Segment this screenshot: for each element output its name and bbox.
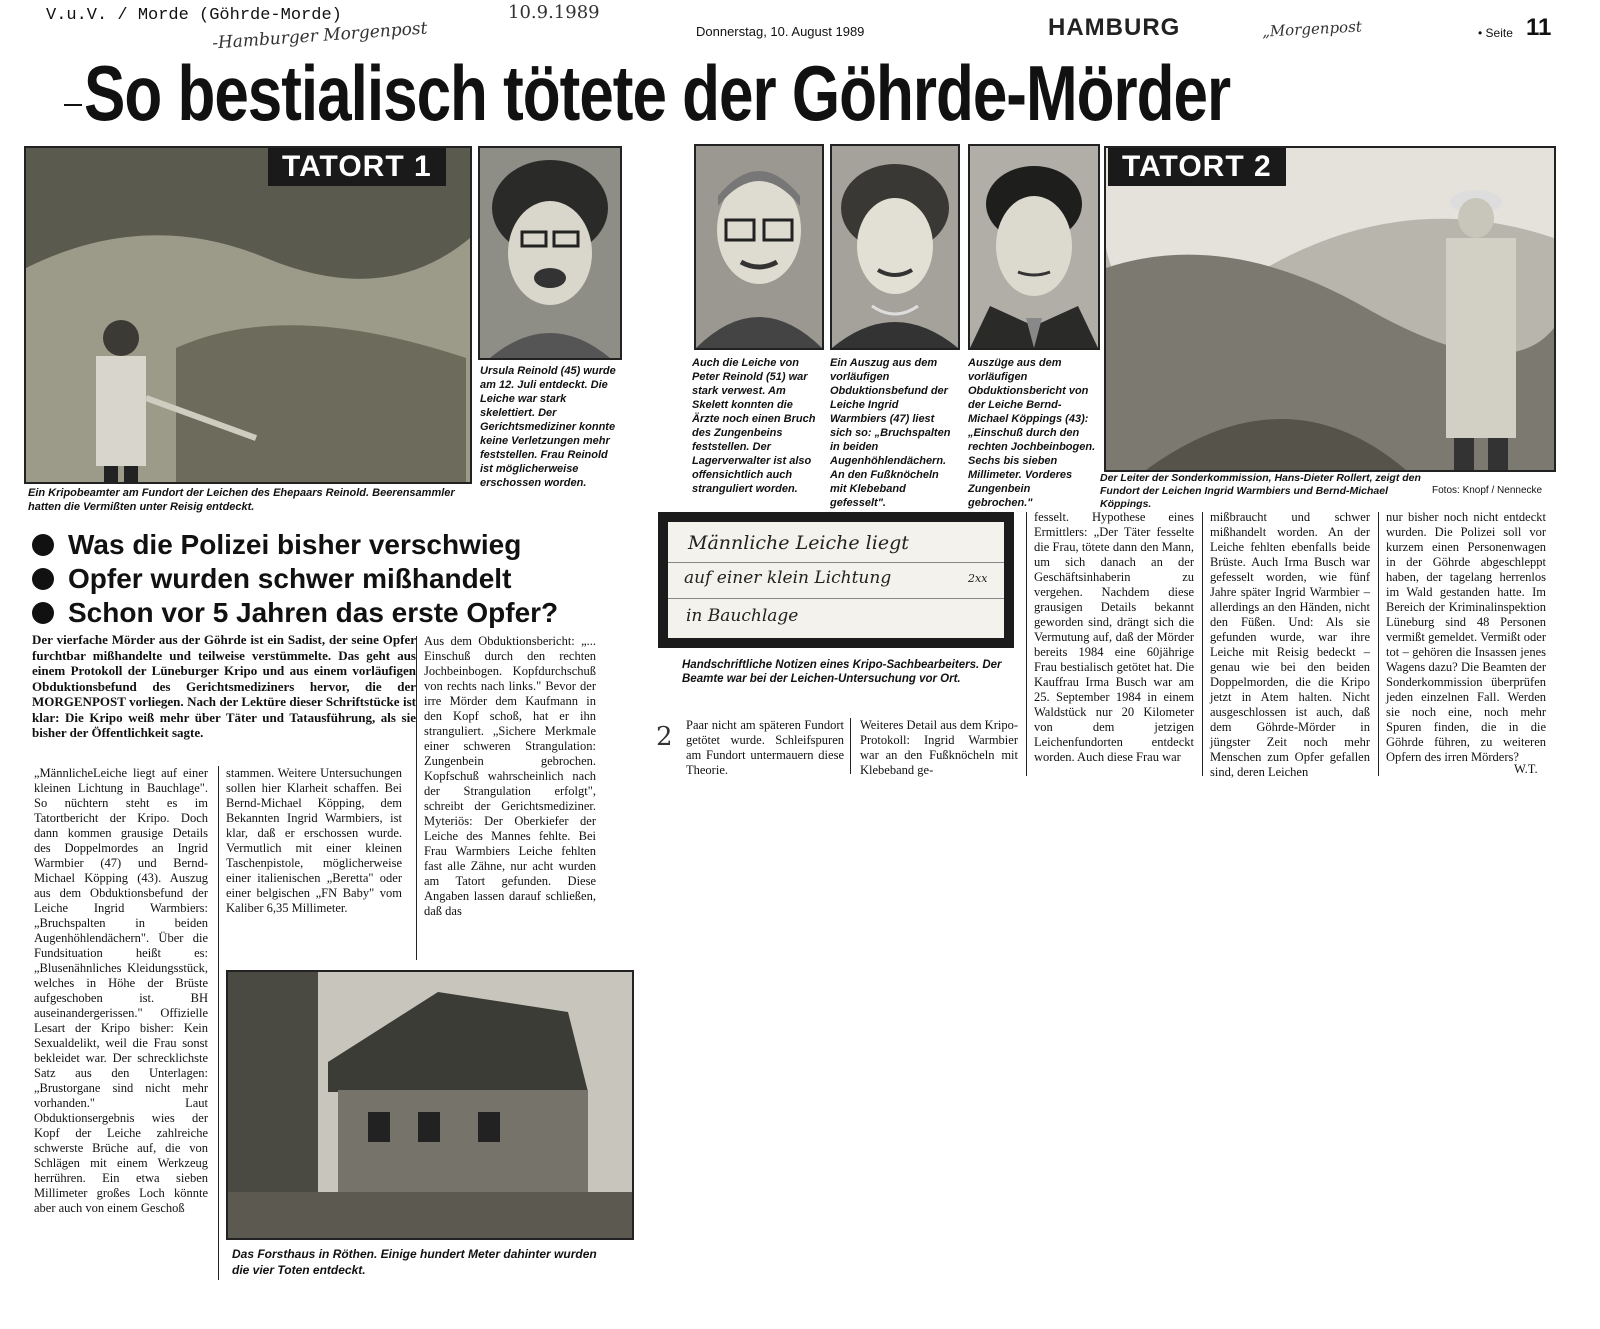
peter-caption: Auch die Leiche von Peter Reinold (51) war stark verwest. Am Skelett konnten die Ärzte noch einen Bruch des Zungenbeins feststellen. Der Lagerverwalter ist also offensichtlich auch stranguliert worden. [692,357,816,495]
article-lead: Der vierfache Mörder aus der Göhrde ist ein Sadist, der seine Opfer furchtbar mißhandelte und teilweise verstümmelte. Das geht aus einem Protokoll der Lüneburger Kripo und aus einem vorläufigen Obduktionsbefund des Gerichtsmediziners hervor, die der MORGENPOST vorliegen. Nach der Lektüre dieser Schriftstücke ist klar: Die Kripo weiß mehr über Täter und Tatausführung, als sie bisher der Öffentlichkeit sagte. [32,632,416,740]
bullet-item: Was die Polizei bisher verschwieg [32,528,558,562]
tatort1-photo [24,146,472,484]
ingrid-caption: Ein Auszug aus dem vorläufigen Obduktionsbefund der Leiche Ingrid Warmbiers (47) liest sich so: „Bruchspalten in beiden Augenhöhlendächern. An den Fußknöcheln mit Klebeband gefesselt". [830,357,951,509]
note-side: 2xx [968,572,988,585]
article-col-7: mißbraucht und schwer mißhandelt worden. An der Leiche fehlten ebenfalls beide Brüste. Auch Irma Busch war gefesselt worden, wie fünf Jahre später Ingrid Warmbier – allerdings an den Händen, nicht den Füßen. Und: Als sie gefunden wurde, war ihre Leiche mit Reisig bedeckt – genau wie bei den beiden Doppelmorden, die die Kripo jetzt in Atem halten. Nicht ausgeschlossen ist auch, daß dem Göhrde-Mörder in jüngster Zeit noch mehr Menschen zum Opfer gefallen sind, deren Leichen [1210,510,1370,779]
bernd-caption: Auszüge aus dem vorläufigen Obduktionsbericht von der Leiche Bernd-Michael Köppings (43): „Einschuß durch den rechten Jochbeinbogen. Sechs bis sieben Millimeter. Vorderes Zungenbein gebrochen." [968,357,1096,509]
headline-dash [64,104,82,106]
tatort1-caption: Ein Kripobeamter am Fundort der Leichen des Ehepaars Reinold. Beerensammler hatten die Vermißten unter Reisig entdeckt. [28,487,455,513]
tatort2-caption: Der Leiter der Sonderkommission, Hans-Dieter Rollert, zeigt den Fundort der Leichen Ingrid Warmbiers und Bernd-Michael Köppings. [1100,472,1421,510]
bernd-photo [968,144,1100,350]
bullet-item: Opfer wurden schwer mißhandelt [32,562,558,596]
peter-photo [694,144,824,350]
bullet-dot-icon [32,534,54,556]
column-rule [1378,512,1379,776]
article-col-3: Aus dem Obduktionsbericht: „... Einschuß durch den rechten Jochbeinbogen. Kopfdurchschuß von rechts nach links." Bevor der irre Mörder dem Kaufmann in den Kopf schoß, hat er ihn stranguliert. „Sichere Merkmale einer schweren Strangulation: Zungenbein gebrochen. Kopfschuß wahrscheinlich nach der Strangulation erfolgt", schreibt der Gerichtsmediziner. Myteriös: Der Oberkiefer der Leiche des Mannes fehlte. Bei Frau Warmbiers Leiche fehlten fast alle Zähne, nur acht wurden am Tatort gefunden. Diese Angaben lassen darauf schließen, daß das [424,634,596,918]
column-rule [218,766,219,1280]
section-name: HAMBURG [1048,14,1181,41]
archive-label: V.u.V. / Morde (Göhrde-Morde) [46,6,342,25]
page-label: • Seite [1478,26,1513,40]
forsthaus-caption: Das Forsthaus in Röthen. Einige hundert Meter dahinter wurden die vier Toten entdeckt. [232,1247,597,1277]
ingrid-photo [830,144,960,350]
notes-line [668,598,1004,599]
date-line: Donnerstag, 10. August 1989 [696,24,865,39]
column-rule [850,718,851,774]
article-col-5: Weiteres Detail aus dem Kripo-Protokoll: Ingrid Warmbier war an den Fußknöcheln mit Klebeband ge- [860,718,1018,777]
tatort1-tag: TATORT 1 [268,148,446,186]
article-author: W.T. [1514,762,1538,776]
bullet-dot-icon [32,568,54,590]
page-number: 11 [1526,14,1552,41]
article-col-4: Paar nicht am späteren Fundort getötet wurde. Schleifspuren am Fundort untermauern diese Theorie. [686,718,844,777]
note-line-1: Männliche Leiche liegt [688,532,909,554]
column-rule [1026,512,1027,776]
notes-caption: Handschriftliche Notizen eines Kripo-Sachbearbeiters. Der Beamte war bei der Leichen-Untersuchung vor Ort. [682,659,1002,685]
note-line-2: auf einer klein Lichtung [684,568,892,588]
margin-mark: 2 [656,722,673,752]
article-col-8: nur bisher noch nicht entdeckt wurden. Die Polizei soll vor kurzem einen Personenwagen in der Göhrde abgeschleppt haben, der tagelang herrenlos im Wald gestanden hatte. Im Bereich der Kriminalinspektion Lüneburg sind 48 Personen vermißt gemeldet. Vermißt oder tot – gehören die Insassen jenes Wagens dazu? Die Beamten der Sonderkommission überprüfen jeden einzelnen Fall. Werden sie noch eine, noch mehr Spuren finden, die in die Göhrde führen, zu weiteren Opfern des irren Mörders? [1386,510,1546,764]
notes-line [668,562,1004,563]
note-line-3: in Bauchlage [686,606,799,626]
tatort2-tag: TATORT 2 [1108,148,1286,186]
article-col-1: „MännlicheLeiche liegt auf einer kleinen Lichtung in Bauchlage". So nüchtern steht es im Tatortbericht der Kripo. Doch dann kommen grausige Details des Doppelmordes an Ingrid Warmbier (47) und Bernd-Michael Köpping (43). Auszug aus dem Obduktionsbefund der Leiche Ingrid Warmbiers: „Bruchspalten in beiden Augenhöhlendächern". Über die Fundsituation heißt es: „Blusenähnliches Kleidungsstück, welches in Höhe der Brüste aufgeschoben ist. BH auseinandergerissen." Offizielle Lesart der Kripo bisher: Kein Sexualdelikt, weil die Frau sonst bekleidet war. Der schrecklichste Satz aus den Unterlagen: „Brustorgane sind nicht mehr vorhanden." Laut Obduktionsergebnis wies der Kopf der Leiche zahlreiche schwerste Brüche auf, die von Schlägen mit einem Werkzeug herrühren. Ein etwa sieben Millimeter großes Loch könnte aber auch von einem Geschoß [34,766,208,1215]
notes-scan [658,512,1014,648]
ursula-caption: Ursula Reinold (45) wurde am 12. Juli entdeckt. Die Leiche war stark skelettiert. Der Gerichtsmediziner konnte keine Verletzungen mehr feststellen. Frau Reinold ist möglicherweise erschossen worden. [480,365,616,489]
column-rule [1202,512,1203,776]
handwritten-source-right: „Morgenpost [1261,17,1363,41]
column-rule [416,636,417,960]
ursula-photo [478,146,622,360]
tatort2-photo [1104,146,1556,472]
archive-date: 10.9.1989 [508,2,600,23]
bullet-dot-icon [32,602,54,624]
notes-paper [668,522,1004,638]
forsthaus-photo [226,970,634,1240]
article-col-6: fesselt. Hypothese eines Ermittlers: „Der Täter fesselte die Frau, tötete dann den Mann, um sich danach an der Geschäftsinhaberin zu vergehen. Nachdem diese grausigen Details bekannt geworden sind, drängt sich die Vermutung auf, daß der Mörder bereits 1984 eine 60jährige Frau bestialisch getötet hat. Die Kauffrau Irma Busch war am 25. September 1984 in einem Waldstück nur 20 Kilometer von dem jetzigen Leichenfundorten entdeckt worden. Auch diese Frau war [1034,510,1194,764]
handwritten-source: -Hamburger Morgenpost [211,18,429,54]
headline: So bestialisch tötete der Göhrde-Mörder [84,51,1231,138]
photo-credit: Fotos: Knopf / Nennecke [1432,485,1543,496]
bullet-item: Schon vor 5 Jahren das erste Opfer? [32,596,558,630]
article-col-2: stammen. Weitere Untersuchungen sollen hier Klarheit schaffen. Bei Bernd-Michael Köpping, dem Bekannten Ingrid Warmbiers, ist klar, daß er erschossen wurde. Vermutlich mit einer kleinen Taschenpistole, möglicherweise einer italienischen „Beretta" oder einer belgischen „FN Baby" vom Kaliber 6,35 Millimeter. [226,766,402,915]
bullet-list [32,528,558,630]
